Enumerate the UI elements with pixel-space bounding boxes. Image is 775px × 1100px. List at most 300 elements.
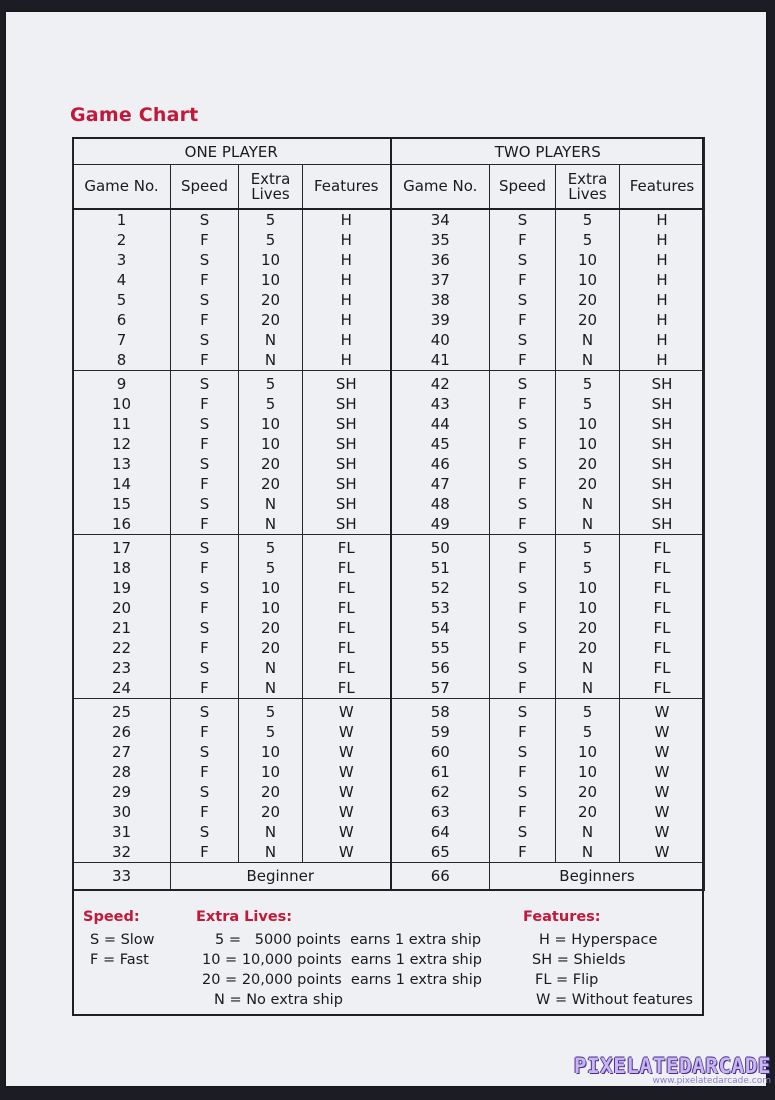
two-speed-cell: S bbox=[490, 742, 556, 762]
two-extra-lives-cell: 20 bbox=[556, 474, 620, 494]
one-speed-cell: S bbox=[171, 209, 239, 230]
two-game-no-cell: 35 bbox=[391, 230, 490, 250]
one-speed-cell: S bbox=[171, 454, 239, 474]
two-speed-cell: S bbox=[490, 658, 556, 678]
one-game-no-cell: 32 bbox=[73, 842, 171, 863]
one-speed-cell: F bbox=[171, 350, 239, 371]
one-features-cell: W bbox=[303, 722, 391, 742]
one-features-cell: SH bbox=[303, 514, 391, 535]
one-speed-cell: S bbox=[171, 414, 239, 434]
one-game-no-cell: 3 bbox=[73, 250, 171, 270]
two-game-no-cell: 36 bbox=[391, 250, 490, 270]
one-game-no-cell: 11 bbox=[73, 414, 171, 434]
two-extra-lives-cell: 10 bbox=[556, 742, 620, 762]
two-speed-cell: S bbox=[490, 454, 556, 474]
two-speed-cell: F bbox=[490, 802, 556, 822]
two-game-no-cell: 55 bbox=[391, 638, 490, 658]
one-speed-cell: S bbox=[171, 782, 239, 802]
table-row bbox=[73, 310, 705, 330]
two-extra-lives-cell: 20 bbox=[556, 782, 620, 802]
one-speed-cell: F bbox=[171, 762, 239, 782]
two-game-no-cell: 53 bbox=[391, 598, 490, 618]
one-game-no-cell: 19 bbox=[73, 578, 171, 598]
one-extra-lives-cell: N bbox=[239, 822, 303, 842]
two-features-cell: H bbox=[620, 350, 705, 371]
one-speed-cell: F bbox=[171, 434, 239, 454]
two-game-no-cell: 57 bbox=[391, 678, 490, 699]
two-extra-lives-cell: 20 bbox=[556, 310, 620, 330]
one-extra-lives-cell: 20 bbox=[239, 290, 303, 310]
two-features-cell: FL bbox=[620, 598, 705, 618]
two-features-cell: FL bbox=[620, 638, 705, 658]
one-speed-cell: F bbox=[171, 722, 239, 742]
two-game-no-cell: 52 bbox=[391, 578, 490, 598]
one-speed-cell: F bbox=[171, 474, 239, 494]
one-game-no-cell: 25 bbox=[73, 699, 171, 723]
table-row bbox=[73, 598, 705, 618]
table-row bbox=[73, 371, 705, 395]
two-features-cell: FL bbox=[620, 535, 705, 559]
one-speed-cell: F bbox=[171, 678, 239, 699]
two-features-cell: W bbox=[620, 762, 705, 782]
table-row bbox=[73, 290, 705, 310]
table-row bbox=[73, 842, 705, 863]
one-extra-lives-cell: 20 bbox=[239, 782, 303, 802]
one-speed-cell: S bbox=[171, 330, 239, 350]
table-row bbox=[73, 350, 705, 371]
one-features-cell: H bbox=[303, 250, 391, 270]
features-legend-item: FL = Flip bbox=[535, 972, 599, 988]
two-game-no-cell: 47 bbox=[391, 474, 490, 494]
one-game-no-cell: 30 bbox=[73, 802, 171, 822]
two-extra-lives-cell: N bbox=[556, 842, 620, 863]
two-features-cell: W bbox=[620, 742, 705, 762]
table-row bbox=[73, 394, 705, 414]
one-speed-cell: S bbox=[171, 250, 239, 270]
two-speed-cell: F bbox=[490, 514, 556, 535]
one-game-no-cell: 20 bbox=[73, 598, 171, 618]
one-extra-lives-cell: 5 bbox=[239, 230, 303, 250]
two-features-cell: H bbox=[620, 209, 705, 230]
two-speed-cell: S bbox=[490, 330, 556, 350]
two-extra-lives-cell: N bbox=[556, 822, 620, 842]
two-game-no-cell: 42 bbox=[391, 371, 490, 395]
one-speed-cell: F bbox=[171, 310, 239, 330]
two-game-no-cell: 37 bbox=[391, 270, 490, 290]
two-features-cell: SH bbox=[620, 494, 705, 514]
one-extra-lives-cell: 10 bbox=[239, 250, 303, 270]
table-row bbox=[73, 494, 705, 514]
one-extra-lives-cell: N bbox=[239, 494, 303, 514]
one-features-cell: W bbox=[303, 842, 391, 863]
two-speed-cell: S bbox=[490, 209, 556, 230]
table-row bbox=[73, 434, 705, 454]
two-game-no-cell: 41 bbox=[391, 350, 490, 371]
two-features-cell: SH bbox=[620, 371, 705, 395]
table-row bbox=[73, 330, 705, 350]
one-extra-lives-cell: 20 bbox=[239, 454, 303, 474]
two-speed-cell: F bbox=[490, 558, 556, 578]
col-game-no: Game No. bbox=[73, 165, 171, 210]
one-features-cell: FL bbox=[303, 535, 391, 559]
watermark-brand: PIXELATEDARCADE bbox=[573, 1054, 771, 1078]
two-features-cell: SH bbox=[620, 414, 705, 434]
features-legend-title: Features: bbox=[523, 909, 601, 925]
one-player-header: ONE PLAYER bbox=[73, 138, 391, 165]
one-speed-cell: F bbox=[171, 598, 239, 618]
beginner-label: Beginner bbox=[171, 863, 391, 891]
two-game-no-cell: 44 bbox=[391, 414, 490, 434]
one-game-no-cell: 23 bbox=[73, 658, 171, 678]
two-speed-cell: F bbox=[490, 638, 556, 658]
two-speed-cell: S bbox=[490, 371, 556, 395]
one-speed-cell: S bbox=[171, 742, 239, 762]
one-speed-cell: S bbox=[171, 290, 239, 310]
table-row bbox=[73, 209, 705, 230]
features-legend-item: SH = Shields bbox=[532, 952, 626, 968]
two-game-no-cell: 63 bbox=[391, 802, 490, 822]
one-game-no-cell: 28 bbox=[73, 762, 171, 782]
two-speed-cell: F bbox=[490, 394, 556, 414]
col-features: Features bbox=[303, 165, 391, 210]
one-speed-cell: F bbox=[171, 558, 239, 578]
two-speed-cell: S bbox=[490, 290, 556, 310]
two-extra-lives-cell: 10 bbox=[556, 270, 620, 290]
one-features-cell: H bbox=[303, 350, 391, 371]
two-extra-lives-cell: 5 bbox=[556, 535, 620, 559]
one-extra-lives-cell: N bbox=[239, 350, 303, 371]
one-game-no-cell: 16 bbox=[73, 514, 171, 535]
two-game-no-cell: 59 bbox=[391, 722, 490, 742]
one-features-cell: SH bbox=[303, 371, 391, 395]
one-features-cell: FL bbox=[303, 558, 391, 578]
one-game-no-cell: 29 bbox=[73, 782, 171, 802]
one-game-no-cell: 21 bbox=[73, 618, 171, 638]
one-extra-lives-cell: 20 bbox=[239, 638, 303, 658]
one-game-no-cell: 5 bbox=[73, 290, 171, 310]
one-features-cell: SH bbox=[303, 414, 391, 434]
one-extra-lives-cell: N bbox=[239, 330, 303, 350]
one-speed-cell: F bbox=[171, 394, 239, 414]
two-game-no-cell: 56 bbox=[391, 658, 490, 678]
one-extra-lives-cell: N bbox=[239, 658, 303, 678]
one-game-no-cell: 17 bbox=[73, 535, 171, 559]
two-features-cell: W bbox=[620, 782, 705, 802]
one-extra-lives-cell: 5 bbox=[239, 371, 303, 395]
two-game-no-cell: 64 bbox=[391, 822, 490, 842]
watermark-url: www.pixelatedarcade.com bbox=[652, 1076, 771, 1086]
col-features: Features bbox=[620, 165, 705, 210]
one-extra-lives-cell: 10 bbox=[239, 598, 303, 618]
one-speed-cell: S bbox=[171, 822, 239, 842]
one-speed-cell: S bbox=[171, 535, 239, 559]
one-features-cell: W bbox=[303, 802, 391, 822]
two-speed-cell: F bbox=[490, 598, 556, 618]
features-legend-item: H = Hyperspace bbox=[539, 932, 658, 948]
one-game-no-cell: 7 bbox=[73, 330, 171, 350]
col-speed: Speed bbox=[490, 165, 556, 210]
one-features-cell: H bbox=[303, 290, 391, 310]
two-extra-lives-cell: 10 bbox=[556, 434, 620, 454]
two-game-no-cell: 54 bbox=[391, 618, 490, 638]
two-game-no-cell: 65 bbox=[391, 842, 490, 863]
two-game-no-cell: 38 bbox=[391, 290, 490, 310]
one-extra-lives-cell: 20 bbox=[239, 474, 303, 494]
two-game-no-cell: 43 bbox=[391, 394, 490, 414]
one-features-cell: W bbox=[303, 822, 391, 842]
two-players-header: TWO PLAYERS bbox=[391, 138, 705, 165]
one-speed-cell: F bbox=[171, 842, 239, 863]
two-extra-lives-cell: 20 bbox=[556, 618, 620, 638]
two-speed-cell: F bbox=[490, 842, 556, 863]
two-features-cell: FL bbox=[620, 578, 705, 598]
table-row bbox=[73, 822, 705, 842]
one-game-no-cell: 4 bbox=[73, 270, 171, 290]
two-speed-cell: F bbox=[490, 474, 556, 494]
two-speed-cell: S bbox=[490, 535, 556, 559]
two-extra-lives-cell: 20 bbox=[556, 638, 620, 658]
one-features-cell: SH bbox=[303, 394, 391, 414]
two-features-cell: H bbox=[620, 270, 705, 290]
two-speed-cell: S bbox=[490, 782, 556, 802]
two-extra-lives-cell: 10 bbox=[556, 578, 620, 598]
two-features-cell: SH bbox=[620, 434, 705, 454]
one-game-no-cell: 27 bbox=[73, 742, 171, 762]
one-features-cell: SH bbox=[303, 494, 391, 514]
two-extra-lives-cell: N bbox=[556, 330, 620, 350]
one-extra-lives-cell: 5 bbox=[239, 699, 303, 723]
one-features-cell: FL bbox=[303, 598, 391, 618]
watermark bbox=[574, 1054, 771, 1086]
two-features-cell: FL bbox=[620, 618, 705, 638]
two-speed-cell: F bbox=[490, 762, 556, 782]
two-speed-cell: F bbox=[490, 350, 556, 371]
two-extra-lives-cell: 10 bbox=[556, 598, 620, 618]
one-game-no-cell: 1 bbox=[73, 209, 171, 230]
one-game-no-cell: 2 bbox=[73, 230, 171, 250]
two-extra-lives-cell: 5 bbox=[556, 371, 620, 395]
table-row bbox=[73, 250, 705, 270]
table-row bbox=[73, 618, 705, 638]
one-extra-lives-cell: N bbox=[239, 678, 303, 699]
one-extra-lives-cell: 10 bbox=[239, 762, 303, 782]
two-extra-lives-cell: 10 bbox=[556, 250, 620, 270]
one-speed-cell: S bbox=[171, 618, 239, 638]
two-speed-cell: S bbox=[490, 414, 556, 434]
two-speed-cell: S bbox=[490, 578, 556, 598]
speed-legend-title: Speed: bbox=[83, 909, 140, 925]
extra-lives-legend-title: Extra Lives: bbox=[196, 909, 293, 925]
table-row bbox=[73, 762, 705, 782]
col-extra-lives: Extra Lives bbox=[556, 165, 620, 210]
one-speed-cell: S bbox=[171, 494, 239, 514]
one-features-cell: SH bbox=[303, 454, 391, 474]
two-features-cell: W bbox=[620, 699, 705, 723]
two-extra-lives-cell: 5 bbox=[556, 558, 620, 578]
one-features-cell: H bbox=[303, 209, 391, 230]
speed-legend-item: S = Slow bbox=[90, 932, 155, 948]
game-chart bbox=[72, 137, 704, 1016]
two-extra-lives-cell: N bbox=[556, 658, 620, 678]
table-row bbox=[73, 638, 705, 658]
two-game-no-cell: 62 bbox=[391, 782, 490, 802]
table-row bbox=[73, 699, 705, 723]
one-extra-lives-cell: 5 bbox=[239, 722, 303, 742]
one-extra-lives-cell: N bbox=[239, 842, 303, 863]
two-game-no-cell: 40 bbox=[391, 330, 490, 350]
two-speed-cell: S bbox=[490, 699, 556, 723]
beginner-game-no: 33 bbox=[73, 863, 171, 891]
one-features-cell: H bbox=[303, 230, 391, 250]
beginners-game-no: 66 bbox=[391, 863, 490, 891]
one-features-cell: W bbox=[303, 742, 391, 762]
page-title: Game Chart bbox=[70, 104, 199, 126]
extra-lives-legend-item: 10 = 10,000 points earns 1 extra ship bbox=[202, 952, 482, 968]
two-game-no-cell: 51 bbox=[391, 558, 490, 578]
two-extra-lives-cell: N bbox=[556, 678, 620, 699]
one-features-cell: H bbox=[303, 330, 391, 350]
one-speed-cell: F bbox=[171, 802, 239, 822]
two-features-cell: SH bbox=[620, 514, 705, 535]
two-extra-lives-cell: 5 bbox=[556, 699, 620, 723]
two-game-no-cell: 39 bbox=[391, 310, 490, 330]
two-features-cell: FL bbox=[620, 658, 705, 678]
one-features-cell: FL bbox=[303, 578, 391, 598]
two-game-no-cell: 58 bbox=[391, 699, 490, 723]
two-features-cell: SH bbox=[620, 394, 705, 414]
two-game-no-cell: 48 bbox=[391, 494, 490, 514]
one-game-no-cell: 22 bbox=[73, 638, 171, 658]
chart-body bbox=[73, 209, 705, 863]
two-features-cell: SH bbox=[620, 454, 705, 474]
two-speed-cell: F bbox=[490, 434, 556, 454]
one-game-no-cell: 31 bbox=[73, 822, 171, 842]
table-row bbox=[73, 414, 705, 434]
two-speed-cell: S bbox=[490, 494, 556, 514]
two-features-cell: H bbox=[620, 250, 705, 270]
two-speed-cell: F bbox=[490, 230, 556, 250]
one-speed-cell: F bbox=[171, 514, 239, 535]
one-features-cell: H bbox=[303, 310, 391, 330]
one-speed-cell: F bbox=[171, 230, 239, 250]
one-extra-lives-cell: 5 bbox=[239, 394, 303, 414]
two-speed-cell: S bbox=[490, 822, 556, 842]
one-extra-lives-cell: 5 bbox=[239, 209, 303, 230]
two-game-no-cell: 34 bbox=[391, 209, 490, 230]
one-game-no-cell: 9 bbox=[73, 371, 171, 395]
one-features-cell: FL bbox=[303, 658, 391, 678]
table-row bbox=[73, 782, 705, 802]
one-game-no-cell: 18 bbox=[73, 558, 171, 578]
one-features-cell: W bbox=[303, 782, 391, 802]
one-speed-cell: S bbox=[171, 578, 239, 598]
features-legend-item: W = Without features bbox=[536, 992, 693, 1008]
one-game-no-cell: 6 bbox=[73, 310, 171, 330]
one-features-cell: SH bbox=[303, 434, 391, 454]
one-game-no-cell: 13 bbox=[73, 454, 171, 474]
two-speed-cell: S bbox=[490, 618, 556, 638]
table-row bbox=[73, 658, 705, 678]
one-features-cell: FL bbox=[303, 638, 391, 658]
table-row bbox=[73, 230, 705, 250]
two-extra-lives-cell: 20 bbox=[556, 802, 620, 822]
one-extra-lives-cell: 20 bbox=[239, 618, 303, 638]
one-features-cell: W bbox=[303, 762, 391, 782]
one-speed-cell: F bbox=[171, 638, 239, 658]
table-row bbox=[73, 578, 705, 598]
table-row bbox=[73, 270, 705, 290]
extra-lives-legend-item: 20 = 20,000 points earns 1 extra ship bbox=[202, 972, 482, 988]
one-game-no-cell: 14 bbox=[73, 474, 171, 494]
one-game-no-cell: 8 bbox=[73, 350, 171, 371]
one-extra-lives-cell: 10 bbox=[239, 578, 303, 598]
two-extra-lives-cell: 10 bbox=[556, 762, 620, 782]
col-speed: Speed bbox=[171, 165, 239, 210]
table-row bbox=[73, 514, 705, 535]
two-features-cell: W bbox=[620, 722, 705, 742]
two-features-cell: FL bbox=[620, 678, 705, 699]
two-extra-lives-cell: 5 bbox=[556, 209, 620, 230]
table-row bbox=[73, 558, 705, 578]
two-extra-lives-cell: N bbox=[556, 514, 620, 535]
two-extra-lives-cell: N bbox=[556, 494, 620, 514]
extra-lives-legend-item: 5 = 5000 points earns 1 extra ship bbox=[215, 932, 482, 948]
extra-lives-legend-item: N = No extra ship bbox=[214, 992, 343, 1008]
one-extra-lives-cell: N bbox=[239, 514, 303, 535]
one-game-no-cell: 24 bbox=[73, 678, 171, 699]
one-extra-lives-cell: 5 bbox=[239, 558, 303, 578]
one-extra-lives-cell: 5 bbox=[239, 535, 303, 559]
one-extra-lives-cell: 10 bbox=[239, 742, 303, 762]
two-features-cell: H bbox=[620, 230, 705, 250]
two-extra-lives-cell: N bbox=[556, 350, 620, 371]
table-row bbox=[73, 742, 705, 762]
two-features-cell: FL bbox=[620, 558, 705, 578]
two-speed-cell: F bbox=[490, 722, 556, 742]
two-game-no-cell: 60 bbox=[391, 742, 490, 762]
beginner-row bbox=[73, 863, 705, 891]
one-features-cell: SH bbox=[303, 474, 391, 494]
two-features-cell: W bbox=[620, 802, 705, 822]
two-extra-lives-cell: 5 bbox=[556, 394, 620, 414]
table-row bbox=[73, 454, 705, 474]
table-row bbox=[73, 678, 705, 699]
one-game-no-cell: 12 bbox=[73, 434, 171, 454]
two-speed-cell: F bbox=[490, 678, 556, 699]
two-speed-cell: F bbox=[490, 270, 556, 290]
game-chart-table bbox=[72, 137, 705, 891]
one-game-no-cell: 10 bbox=[73, 394, 171, 414]
one-features-cell: H bbox=[303, 270, 391, 290]
two-game-no-cell: 45 bbox=[391, 434, 490, 454]
two-speed-cell: S bbox=[490, 250, 556, 270]
one-extra-lives-cell: 20 bbox=[239, 802, 303, 822]
two-features-cell: W bbox=[620, 842, 705, 863]
two-extra-lives-cell: 10 bbox=[556, 414, 620, 434]
two-game-no-cell: 46 bbox=[391, 454, 490, 474]
beginners-label: Beginners bbox=[490, 863, 705, 891]
speed-legend-item: F = Fast bbox=[90, 952, 149, 968]
one-features-cell: W bbox=[303, 699, 391, 723]
one-extra-lives-cell: 20 bbox=[239, 310, 303, 330]
one-game-no-cell: 15 bbox=[73, 494, 171, 514]
one-extra-lives-cell: 10 bbox=[239, 434, 303, 454]
one-speed-cell: S bbox=[171, 371, 239, 395]
two-game-no-cell: 49 bbox=[391, 514, 490, 535]
one-features-cell: FL bbox=[303, 678, 391, 699]
legend bbox=[74, 903, 702, 1013]
table-row bbox=[73, 535, 705, 559]
